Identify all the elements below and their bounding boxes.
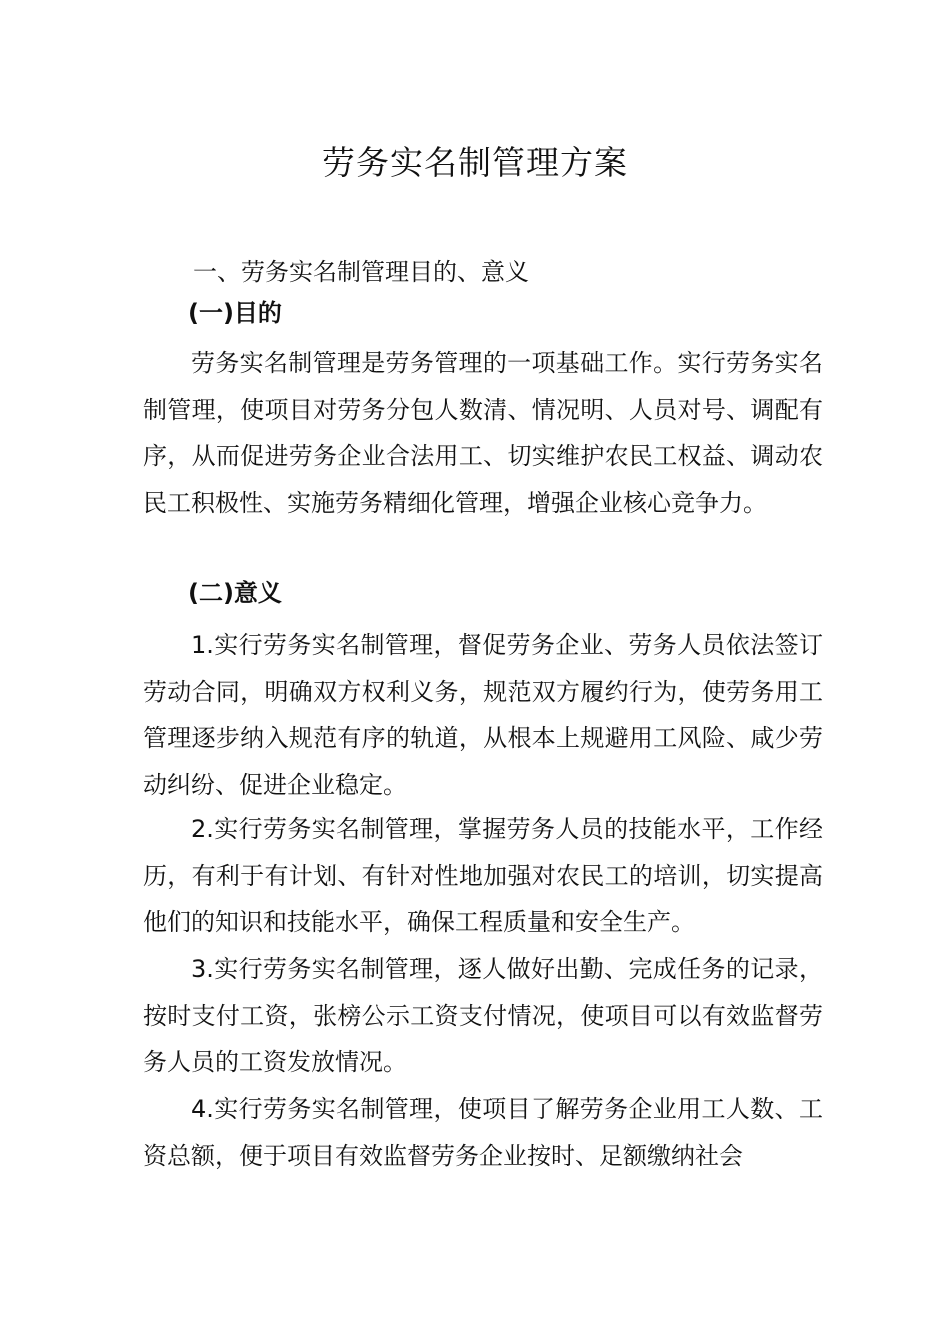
significance-item-4: 4.实行劳务实名制管理，使项目了解劳务企业用工人数、工资总额，便于项目有效监督劳务企业按时、足额缴纳社会 <box>143 1095 823 1170</box>
section-heading-purpose-significance: 一、劳务实名制管理目的、意义 <box>193 258 529 286</box>
significance-item-1: 1.实行劳务实名制管理，督促劳务企业、劳务人员依法签订劳动合同，明确双方权利义务，规范双方履约行为，使劳务用工管理逐步纳入规范有序的轨道，从根本上规避用工风险、咸少劳动纠纷、促进企业稳定。 <box>143 631 823 799</box>
document-title: 劳务实名制管理方案 <box>322 143 628 182</box>
purpose-paragraph: 劳务实名制管理是劳务管理的一项基础工作。实行劳务实名制管理，使项目对劳务分包人数清、情况明、人员对号、调配有序，从而促进劳务企业合法用工、切实维护农民工权益、调动农民工积极性、实施劳务精细化管理，增强企业核心竞争力。 <box>143 349 823 517</box>
subheading-purpose: (一)目的 <box>188 299 282 327</box>
subheading-significance: (二)意义 <box>188 579 282 607</box>
significance-item-2: 2.实行劳务实名制管理，掌握劳务人员的技能水平，工作经历，有利于有计划、有针对性地加强对农民工的培训，切实提高他们的知识和技能水平，确保工程质量和安全生产。 <box>143 815 823 936</box>
significance-item-3: 3.实行劳务实名制管理，逐人做好出勤、完成任务的记录，按时支付工资，张榜公示工资支付情况，使项目可以有效监督劳务人员的工资发放情况。 <box>143 955 823 1076</box>
